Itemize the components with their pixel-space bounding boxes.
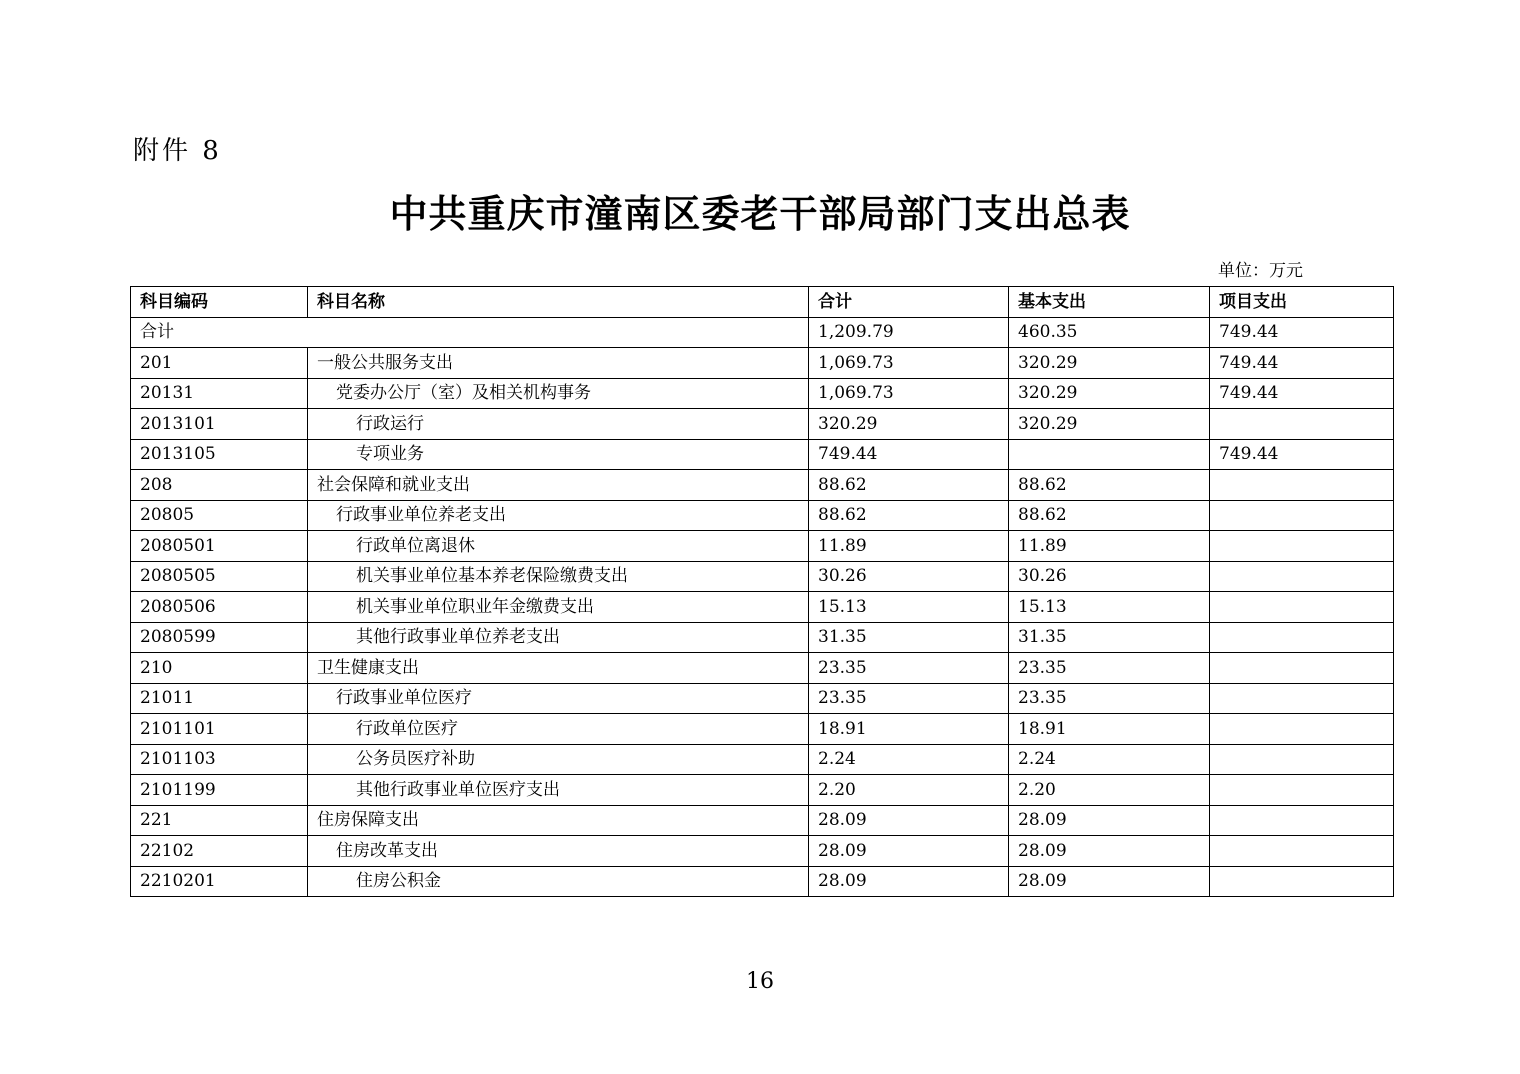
- total-row-basic: 460.35: [1009, 317, 1210, 348]
- cell-basic: 30.26: [1009, 561, 1210, 592]
- cell-name: 其他行政事业单位养老支出: [308, 622, 809, 653]
- header-project: 项目支出: [1210, 287, 1394, 318]
- cell-name: 行政单位离退休: [308, 531, 809, 562]
- cell-code: 2080599: [131, 622, 308, 653]
- cell-total: 15.13: [809, 592, 1009, 623]
- total-row: [131, 317, 1394, 348]
- cell-project: [1210, 531, 1394, 562]
- cell-code: 2080501: [131, 531, 308, 562]
- table-row: [131, 714, 1394, 745]
- table-row: [131, 744, 1394, 775]
- cell-project: [1210, 714, 1394, 745]
- cell-name: 其他行政事业单位医疗支出: [308, 775, 809, 806]
- cell-total: 320.29: [809, 409, 1009, 440]
- table-row: [131, 592, 1394, 623]
- cell-code: 2013101: [131, 409, 308, 440]
- cell-basic: 23.35: [1009, 683, 1210, 714]
- cell-code: 2101101: [131, 714, 308, 745]
- table-row: [131, 683, 1394, 714]
- cell-basic: 88.62: [1009, 470, 1210, 501]
- cell-name: 行政事业单位医疗: [308, 683, 809, 714]
- document-title: 中共重庆市潼南区委老干部局部门支出总表: [389, 191, 1131, 236]
- cell-name: 行政事业单位养老支出: [308, 500, 809, 531]
- cell-project: 749.44: [1210, 348, 1394, 379]
- cell-project: [1210, 592, 1394, 623]
- cell-project: 749.44: [1210, 378, 1394, 409]
- cell-basic: 18.91: [1009, 714, 1210, 745]
- cell-project: [1210, 653, 1394, 684]
- cell-code: 2101103: [131, 744, 308, 775]
- cell-name: 行政单位医疗: [308, 714, 809, 745]
- cell-basic: 11.89: [1009, 531, 1210, 562]
- cell-total: 31.35: [809, 622, 1009, 653]
- cell-basic: 31.35: [1009, 622, 1210, 653]
- table-row: [131, 622, 1394, 653]
- cell-total: 30.26: [809, 561, 1009, 592]
- cell-name: 住房公积金: [308, 866, 809, 897]
- cell-project: [1210, 470, 1394, 501]
- cell-basic: 15.13: [1009, 592, 1210, 623]
- table-row: [131, 378, 1394, 409]
- cell-project: [1210, 775, 1394, 806]
- cell-basic: 28.09: [1009, 836, 1210, 867]
- cell-total: 88.62: [809, 500, 1009, 531]
- cell-basic: 2.24: [1009, 744, 1210, 775]
- cell-total: 1,069.73: [809, 378, 1009, 409]
- cell-total: 2.20: [809, 775, 1009, 806]
- cell-basic: 320.29: [1009, 409, 1210, 440]
- cell-basic: 88.62: [1009, 500, 1210, 531]
- cell-code: 20131: [131, 378, 308, 409]
- cell-basic: 28.09: [1009, 805, 1210, 836]
- cell-code: 2210201: [131, 866, 308, 897]
- cell-code: 201: [131, 348, 308, 379]
- header-name: 科目名称: [308, 287, 809, 318]
- cell-total: 11.89: [809, 531, 1009, 562]
- cell-code: 221: [131, 805, 308, 836]
- cell-project: [1210, 683, 1394, 714]
- cell-code: 20805: [131, 500, 308, 531]
- cell-code: 2101199: [131, 775, 308, 806]
- cell-project: [1210, 836, 1394, 867]
- cell-total: 749.44: [809, 439, 1009, 470]
- cell-basic: 320.29: [1009, 378, 1210, 409]
- cell-basic: 2.20: [1009, 775, 1210, 806]
- cell-total: 1,069.73: [809, 348, 1009, 379]
- cell-name: 行政运行: [308, 409, 809, 440]
- cell-project: 749.44: [1210, 439, 1394, 470]
- cell-code: 2013105: [131, 439, 308, 470]
- cell-name: 机关事业单位职业年金缴费支出: [308, 592, 809, 623]
- cell-basic: [1009, 439, 1210, 470]
- cell-code: 22102: [131, 836, 308, 867]
- cell-name: 机关事业单位基本养老保险缴费支出: [308, 561, 809, 592]
- cell-project: [1210, 866, 1394, 897]
- total-row-label: 合计: [131, 317, 809, 348]
- cell-name: 专项业务: [308, 439, 809, 470]
- header-total: 合计: [809, 287, 1009, 318]
- table-row: [131, 775, 1394, 806]
- table-row: [131, 500, 1394, 531]
- table-row: [131, 470, 1394, 501]
- expense-table: [130, 286, 1394, 897]
- table-row: [131, 836, 1394, 867]
- total-row-total: 1,209.79: [809, 317, 1009, 348]
- unit-label: 单位：万元: [1218, 261, 1303, 281]
- cell-name: 住房保障支出: [308, 805, 809, 836]
- attachment-label: 附件 8: [133, 136, 222, 166]
- cell-code: 2080506: [131, 592, 308, 623]
- cell-total: 28.09: [809, 805, 1009, 836]
- cell-name: 一般公共服务支出: [308, 348, 809, 379]
- cell-name: 住房改革支出: [308, 836, 809, 867]
- cell-project: [1210, 622, 1394, 653]
- header-basic: 基本支出: [1009, 287, 1210, 318]
- total-row-project: 749.44: [1210, 317, 1394, 348]
- cell-project: [1210, 744, 1394, 775]
- cell-total: 23.35: [809, 653, 1009, 684]
- cell-project: [1210, 561, 1394, 592]
- table-row: [131, 805, 1394, 836]
- cell-basic: 320.29: [1009, 348, 1210, 379]
- table-row: [131, 409, 1394, 440]
- page-number: 16: [746, 969, 774, 994]
- cell-name: 公务员医疗补助: [308, 744, 809, 775]
- cell-total: 18.91: [809, 714, 1009, 745]
- cell-code: 2080505: [131, 561, 308, 592]
- cell-code: 210: [131, 653, 308, 684]
- cell-total: 2.24: [809, 744, 1009, 775]
- header-code: 科目编码: [131, 287, 308, 318]
- cell-project: [1210, 500, 1394, 531]
- table-row: [131, 561, 1394, 592]
- cell-code: 208: [131, 470, 308, 501]
- cell-project: [1210, 409, 1394, 440]
- cell-total: 28.09: [809, 836, 1009, 867]
- table-row: [131, 439, 1394, 470]
- table-row: [131, 348, 1394, 379]
- table-body: [131, 317, 1394, 897]
- cell-total: 28.09: [809, 866, 1009, 897]
- cell-name: 社会保障和就业支出: [308, 470, 809, 501]
- table-row: [131, 531, 1394, 562]
- cell-total: 88.62: [809, 470, 1009, 501]
- cell-code: 21011: [131, 683, 308, 714]
- cell-name: 党委办公厅（室）及相关机构事务: [308, 378, 809, 409]
- table-header-row: [131, 287, 1394, 318]
- cell-project: [1210, 805, 1394, 836]
- table-row: [131, 653, 1394, 684]
- cell-basic: 23.35: [1009, 653, 1210, 684]
- table-row: [131, 866, 1394, 897]
- cell-name: 卫生健康支出: [308, 653, 809, 684]
- cell-basic: 28.09: [1009, 866, 1210, 897]
- cell-total: 23.35: [809, 683, 1009, 714]
